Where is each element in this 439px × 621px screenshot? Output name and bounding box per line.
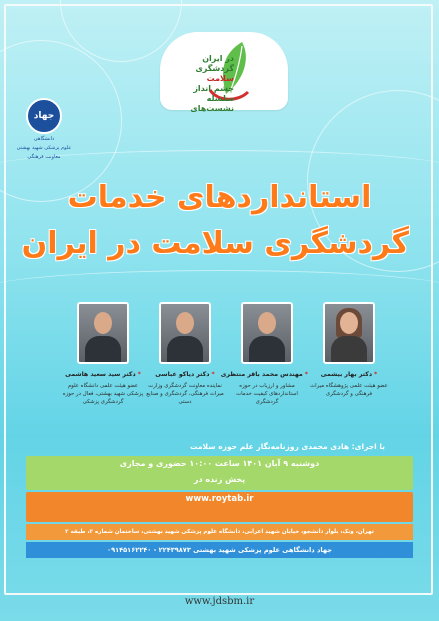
speaker-role: عضو هیئت علمی پژوهشگاه میراث فرهنگی و گردشگری	[310, 383, 388, 397]
speaker-name: *دکتر دیاکو عباسی	[155, 371, 215, 378]
logo-text-line: گردشگری	[195, 64, 234, 73]
logo-text	[174, 54, 234, 114]
speakers-row	[60, 302, 390, 432]
speaker-photo	[77, 302, 129, 364]
live-line: پخش زنده در	[193, 475, 246, 484]
date-strip	[26, 456, 413, 490]
event-logo	[160, 32, 288, 113]
speaker-photo	[323, 302, 375, 364]
footer-site-link[interactable]: www.jdsbm.ir	[184, 596, 255, 607]
seal-name: جهاد	[33, 111, 55, 121]
logo-text-line: سلامت	[206, 74, 234, 83]
speaker-role: نماینده معاونت گردشگری وزارت میراث فرهنگی، گردشگری و صنایع دستی	[146, 383, 224, 405]
organizer-line: با اجرای: هادی محمدی روزنامه‌نگار علم حوزه سلامت	[189, 442, 385, 451]
speaker-card	[308, 302, 390, 430]
logo-text-line: در ایران	[202, 54, 234, 63]
organization-seal	[10, 98, 78, 170]
website-link[interactable]: www.roytab.ir	[185, 494, 254, 504]
speaker-name: *دکتر بهار بیشمی	[320, 371, 378, 378]
speaker-card	[220, 302, 308, 430]
poster-title-line1: استانداردهای خدمات	[67, 180, 372, 215]
speaker-card	[62, 302, 144, 430]
speaker-role: عضو هیئت علمی دانشگاه علوم پزشکی شهید بهشتی، فعال در حوزه گردشگری پزشکی	[62, 383, 144, 405]
speaker-name: *مهندس محمد باقر منتظری	[220, 371, 308, 378]
logo-text-line: سلسله نشست‌های	[190, 94, 234, 113]
contact-line: جهاد دانشگاهی علوم پزشکی شهید بهشتی ۲۲۴۳۹۸۷۳ - ۰۹۱۴۵۱۶۲۲۴۰	[26, 542, 413, 558]
address-line: تهران، ونک، بلوار دانشجو، خیابان شهید اعرابی، دانشگاه علوم پزشکی شهید بهشتی، ساختمان شماره ۲، طبقه ۲	[26, 524, 413, 540]
speaker-name: *دکتر سید سعید هاشمی	[65, 371, 141, 378]
seal-emblem-icon	[26, 98, 62, 134]
poster-title-line2: گردشگری سلامت در ایران	[21, 226, 409, 261]
seal-caption: علوم پزشکی شهید بهشتی	[16, 145, 72, 151]
seal-sub: دانشگاهی	[33, 136, 55, 142]
speaker-photo	[159, 302, 211, 364]
website-strip	[26, 492, 413, 522]
speaker-photo	[241, 302, 293, 364]
logo-text-line: چشم انداز	[193, 84, 234, 93]
speaker-card	[144, 302, 226, 430]
seal-caption: معاونت فرهنگی	[27, 154, 61, 160]
speaker-role: مشاور و ارزیاب در حوزه استانداردهای کیفیت خدمات گردشگری	[236, 383, 298, 405]
date-line: دوشنبه ۹ آبان ۱۴۰۱ ساعت ۱۰:۰۰ حضوری و مجازی	[119, 459, 320, 468]
